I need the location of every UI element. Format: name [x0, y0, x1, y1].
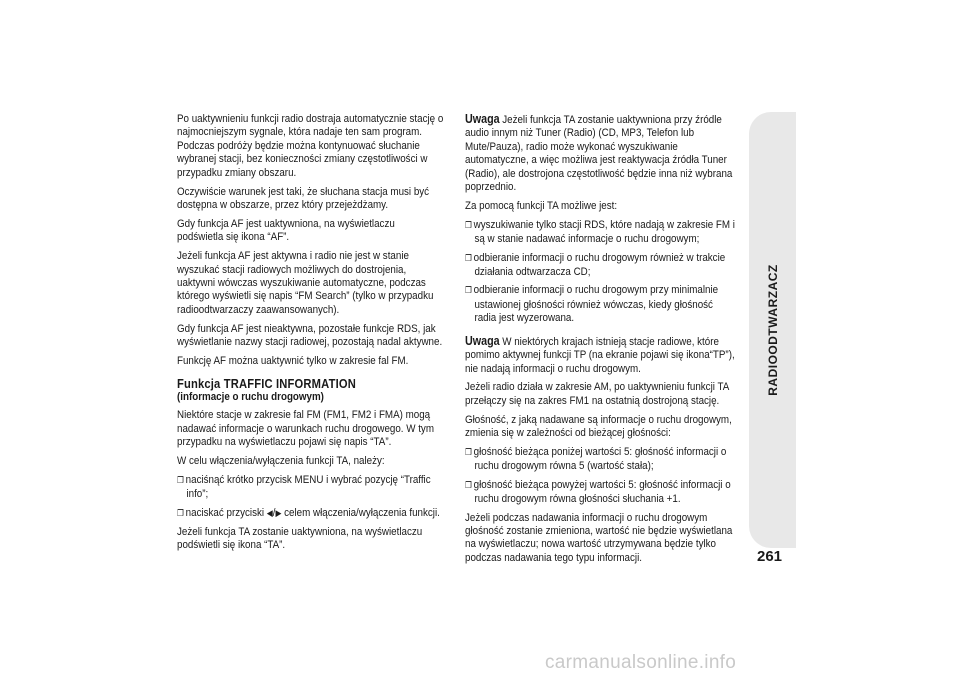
checkbox-square-icon: ❐ [465, 220, 472, 231]
bullet-item [465, 219, 735, 247]
bullet-text: odbieranie informacji o ruchu drogowym również w trakcie działania odtwarzacza CD; [473, 251, 726, 279]
right-column [465, 113, 735, 571]
checkbox-square-icon: ❐ [177, 475, 184, 486]
checkbox-square-icon: ❐ [177, 508, 184, 519]
checkbox-square-icon: ❐ [465, 448, 472, 459]
section-heading: Funkcja TRAFFIC INFORMATION [177, 376, 356, 392]
chapter-label: RADIOODTWARZACZ [766, 264, 780, 396]
bullet-item [177, 474, 444, 502]
bullet-item [465, 284, 735, 325]
paragraph: Jeżeli radio działa w zakresie AM, po uaktywnieniu funkcji TA przełączy się na zakres FM1 na ostatnią dostrojoną stację. [465, 381, 729, 407]
note-paragraph [465, 113, 735, 194]
left-column [177, 113, 444, 558]
paragraph: Po uaktywnieniu funkcji radio dostraja automatycznie stację o najmocniejszym sygnale, która nadaje ten sam program. Podczas podróży będzie można kontynuować słuchanie wybranej stacji, bez konieczności zmiany częstotliwości w przypadku zmiany obszaru. [177, 113, 444, 179]
paragraph: Jeżeli funkcja TA zostanie uaktywniona, na wyświetlaczu podświetli się ikona “TA”. [177, 526, 423, 552]
section-subheading: (informacje o ruchu drogowym) [177, 390, 324, 403]
paragraph: Za pomocą funkcji TA możliwe jest: [465, 199, 618, 212]
bullet-item [465, 479, 735, 507]
bullet-text: naciśnąć krótko przycisk MENU i wybrać pozycję “Traffic info”; [185, 473, 431, 501]
paragraph: Oczywiście warunek jest taki, że słuchana stacja musi być dostępna w obszarze, przez który przejeżdżamy. [177, 185, 430, 211]
bullet-text: odbieranie informacji o ruchu drogowym przy minimalnie ustawionej głośności również wówczas, kiedy głośność radia jest wyzerowana. [473, 284, 719, 325]
note-text: W niektórych krajach istnieją stacje radiowe, które pomimo aktywnej funkcji TP (na ekranie pojawi się ikona“TP”), nie nadają informacji o ruchu drogowym. [465, 335, 735, 375]
bullet-text: głośność bieżąca poniżej wartości 5: głośność informacji o ruchu drogowym równa 5 (wartość stała); [473, 446, 727, 473]
paragraph: W celu włączenia/wyłączenia funkcji TA, należy: [177, 454, 385, 467]
bullet-item [465, 446, 735, 474]
bullet-text: naciskać przyciski [185, 506, 265, 519]
bullet-item: ❐ naciskać przyciski ◀/▶ celem włączenia/wyłączenia funkcji. [177, 506, 440, 519]
watermark: carmanualsonline.info [545, 652, 737, 673]
paragraph: Funkcję AF można uaktywnić tylko w zakresie fal FM. [177, 355, 409, 367]
bullet-text: wyszukiwanie tylko stacji RDS, które nadają w zakresie FM i są w stanie nadawać informacje o ruchu drogowym; [473, 218, 735, 246]
checkbox-square-icon: ❐ [465, 286, 472, 297]
triangle-right-icon: ▶ [275, 508, 282, 519]
paragraph: Głośność, z jaką nadawane są informacje o ruchu drogowym, zmienia się w zależności od bieżącej głośności: [465, 413, 732, 440]
bullet-item [465, 252, 735, 280]
paragraph: Gdy funkcja AF jest uaktywniona, na wyświetlaczu podświetla się ikona “AF”. [177, 217, 395, 244]
bullet-text: celem włączenia/wyłączenia funkcji. [284, 506, 440, 519]
note-label: Uwaga [465, 112, 500, 126]
note-text: Jeżeli funkcja TA zostanie uaktywniona przy źródle audio innym niż Tuner (Radio) (CD, MP3, Telefon lub Mute/Pauza), radio może wykonać wyszukiwanie automatyczne, a więc możliwa jest reaktywacja źródła Tuner (Radio), ale dostrojona częstotliwość będzie inna niż wybrana poprzednio. [465, 114, 733, 194]
bullet-text: głośność bieżąca powyżej wartości 5: głośność informacji o ruchu drogowym równa głośności słuchania +1. [473, 478, 731, 506]
paragraph: Niektóre stacje w zakresie fal FM (FM1, FM2 i FMA) mogą nadawać informacje o warunkach ruchu drogowego. W tym przypadku na wyświetlaczu pojawi się napis “TA”. [177, 409, 435, 449]
note-label: Uwaga [465, 333, 500, 348]
checkbox-square-icon: ❐ [465, 480, 472, 491]
page-number: 261 [757, 548, 783, 565]
paragraph: Jeżeli podczas nadawania informacji o ruchu drogowym głośność zostanie zmieniona, wartość nie będzie wyświetlana na wyświetlaczu; nowa wartość utrzymywana będzie tylko podczas nadawania tego typu informacji. [465, 511, 733, 564]
checkbox-square-icon: ❐ [465, 253, 472, 264]
triangle-left-icon: ◀ [266, 508, 273, 519]
note-paragraph [465, 335, 735, 376]
paragraph: Jeżeli funkcja AF jest aktywna i radio nie jest w stanie wyszukać stacji radiowych możliwych do dostrojenia, uaktywni wówczas wyszukiwanie automatyczne, podczas którego wyświetli się napis “FM Search” (tylko w przypadku radioodtwarzaczy zaawansowanych). [177, 250, 434, 316]
paragraph: Gdy funkcja AF jest nieaktywna, pozostałe funkcje RDS, jak wyświetlanie nazwy stacji radiowej, pozostają nadal aktywne. [177, 322, 443, 349]
